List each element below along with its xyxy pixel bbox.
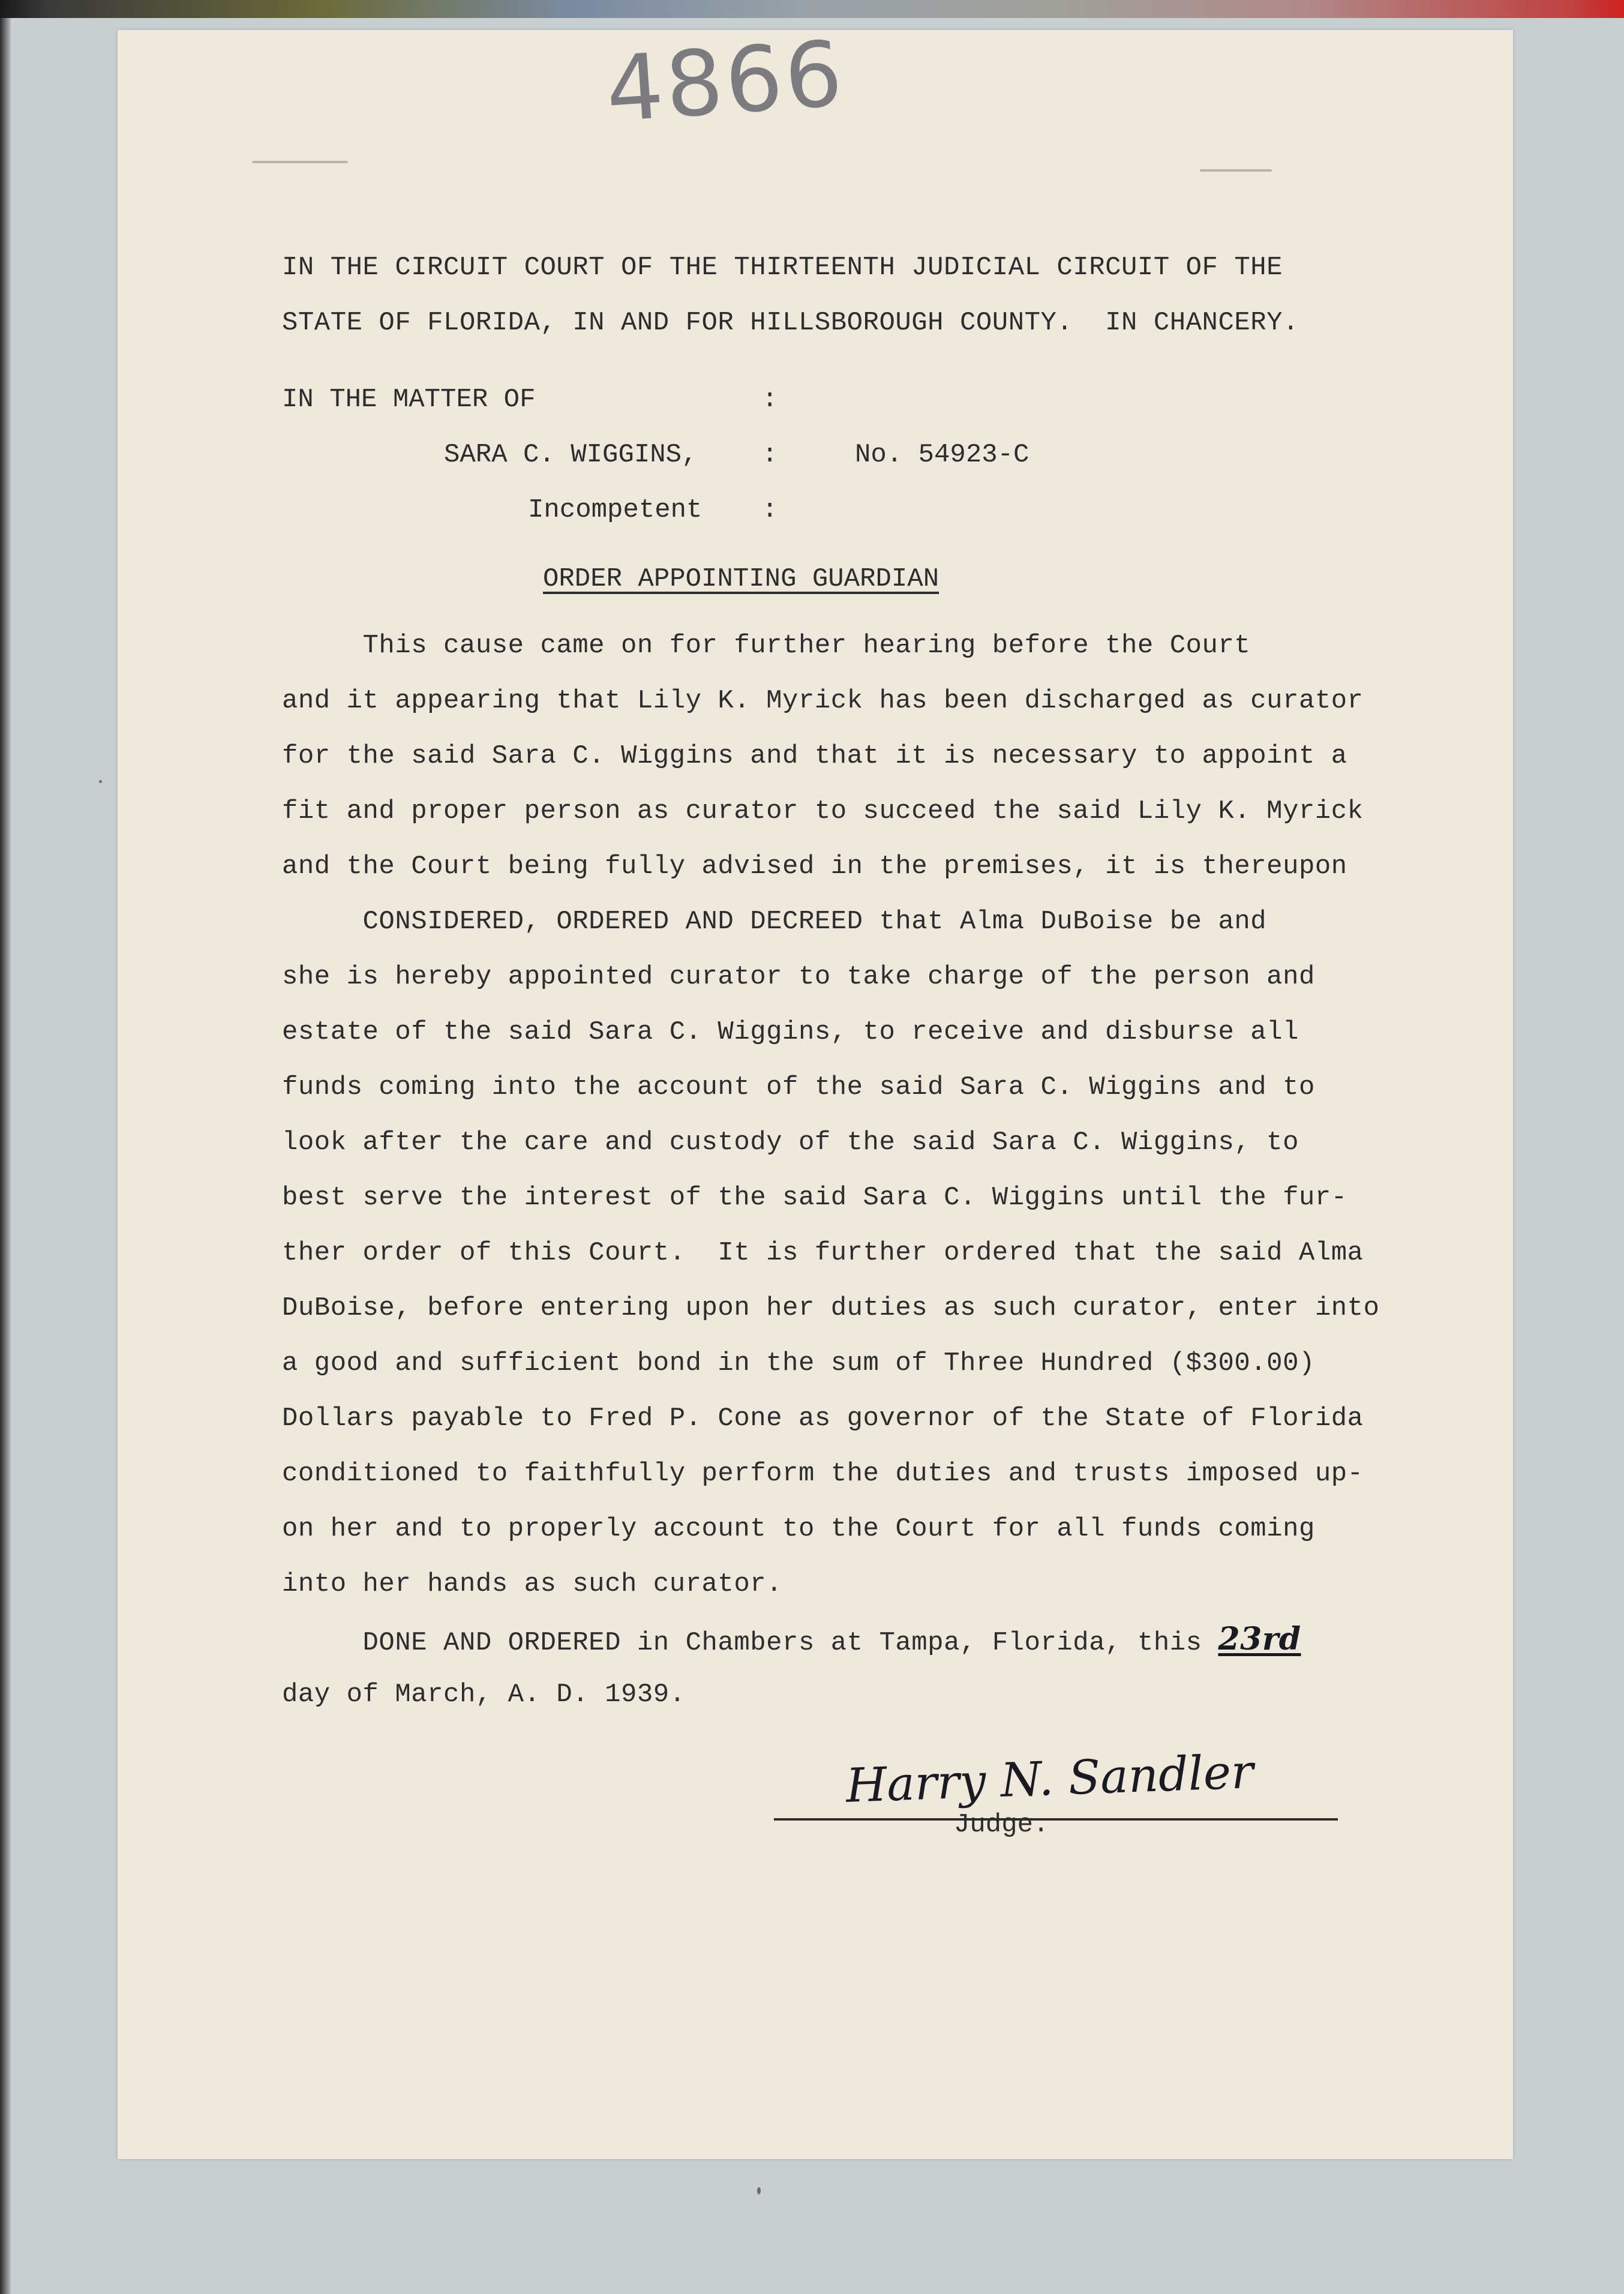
body-line: for the said Sara C. Wiggins and that it is necessary to appoint a — [282, 741, 1347, 771]
scan-color-strip — [0, 0, 1624, 18]
order-title: ORDER APPOINTING GUARDIAN — [543, 564, 939, 594]
paper-speck — [99, 780, 102, 783]
body-line: ther order of this Court. It is further ordered that the said Alma — [282, 1238, 1364, 1268]
judge-label: Judge. — [954, 1810, 1049, 1840]
body-line: best serve the interest of the said Sara C. Wiggins until the fur- — [282, 1183, 1347, 1213]
court-header-line-2: STATE OF FLORIDA, IN AND FOR HILLSBOROUGH COUNTY. IN CHANCERY. — [282, 308, 1299, 338]
done-line-prefix: DONE AND ORDERED in Chambers at Tampa, Florida, this — [282, 1628, 1218, 1658]
body-line: estate of the said Sara C. Wiggins, to receive and disburse all — [282, 1017, 1299, 1047]
signature-block — [774, 1745, 1338, 1860]
body-line: CONSIDERED, ORDERED AND DECREED that Alma DuBoise be and — [282, 907, 1267, 937]
body-line: conditioned to faithfully perform the duties and trusts imposed up- — [282, 1459, 1364, 1489]
body-line: look after the care and custody of the said Sara C. Wiggins, to — [282, 1127, 1299, 1158]
body-line: Dollars payable to Fred P. Cone as governor of the State of Florida — [282, 1404, 1364, 1434]
body-line: and the Court being fully advised in the premises, it is thereupon — [282, 851, 1347, 881]
done-line-2: day of March, A. D. 1939. — [282, 1680, 686, 1710]
body-line: a good and sufficient bond in the sum of Three Hundred ($300.00) — [282, 1348, 1315, 1378]
done-line — [282, 1612, 1458, 1667]
party-name: SARA C. WIGGINS, — [444, 440, 698, 470]
caption-separator: : — [762, 385, 778, 415]
paper-smudge — [252, 161, 348, 163]
body-line: into her hands as such curator. — [282, 1569, 783, 1599]
judge-signature: Harry N. Sandler — [845, 1745, 1254, 1813]
party-status: Incompetent — [528, 495, 703, 525]
body-line: on her and to properly account to the Court for all funds coming — [282, 1514, 1315, 1544]
paper-speck — [757, 2187, 761, 2194]
pencil-ms-number: 4866 — [602, 22, 848, 143]
case-number: No. 54923-C — [855, 440, 1029, 470]
matter-label: IN THE MATTER OF — [282, 385, 536, 415]
caption-separator: : — [762, 495, 778, 525]
body-line: This cause came on for further hearing before the Court — [282, 631, 1251, 661]
body-line: and it appearing that Lily K. Myrick has been discharged as curator — [282, 686, 1364, 716]
paper-smudge — [1200, 169, 1272, 172]
body-line: DuBoise, before entering upon her duties as such curator, enter into — [282, 1293, 1380, 1323]
body-line: she is hereby appointed curator to take charge of the person and — [282, 962, 1315, 992]
caption-separator: : — [762, 440, 778, 470]
signature-line — [774, 1818, 1338, 1821]
body-line: funds coming into the account of the said Sara C. Wiggins and to — [282, 1072, 1315, 1102]
body-line: fit and proper person as curator to succeed the said Lily K. Myrick — [282, 796, 1364, 826]
handwritten-date: 23rd — [1218, 1621, 1301, 1657]
order-body — [282, 618, 1458, 1722]
scan-left-edge — [0, 18, 11, 2294]
court-header-line-1: IN THE CIRCUIT COURT OF THE THIRTEENTH JUDICIAL CIRCUIT OF THE — [282, 253, 1283, 283]
court-header — [282, 240, 1458, 350]
